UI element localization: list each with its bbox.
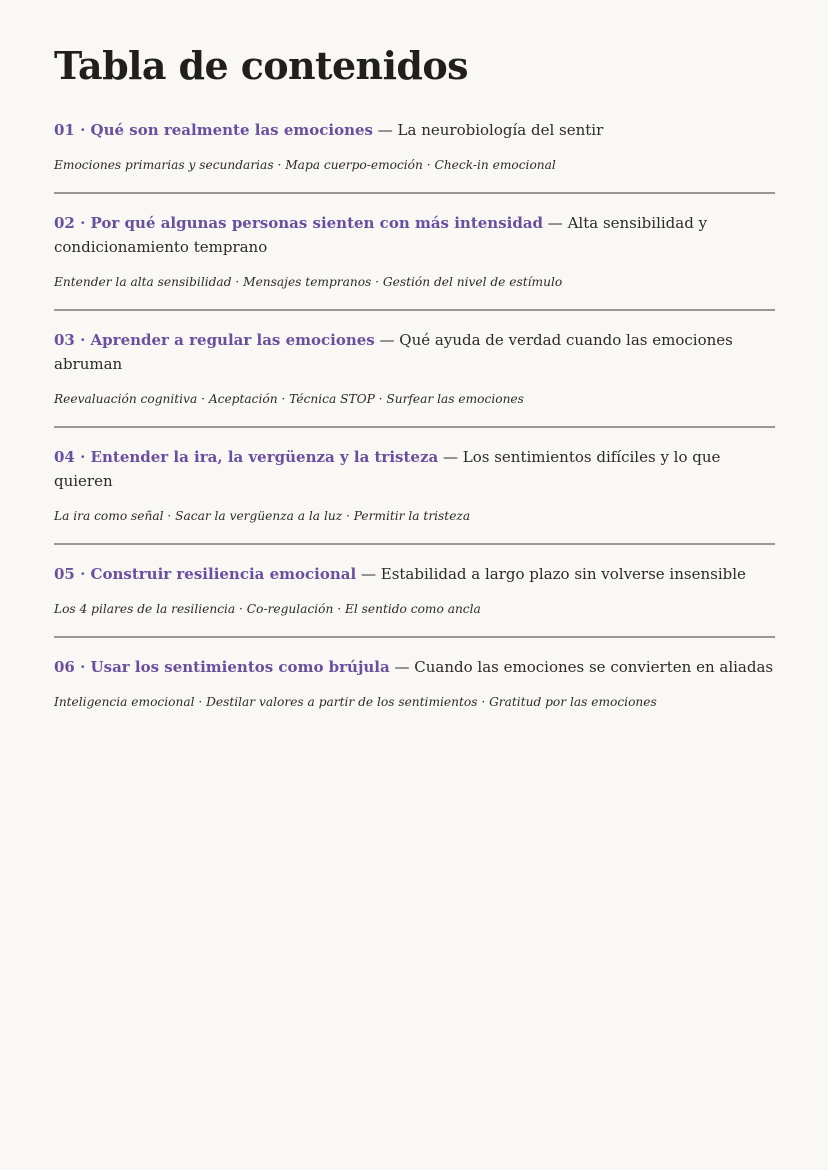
- page-title: Tabla de contenidos: [54, 43, 468, 88]
- chapter-topics: La ira como señal · Sacar la vergüenza a la luz · Permitir la tristeza: [54, 509, 471, 523]
- chapter-subtitle: Qué ayuda de verdad cuando las emociones abruman: [54, 331, 733, 373]
- dash-separator: —: [389, 658, 415, 676]
- divider: [54, 426, 775, 428]
- chapter-title[interactable]: Construir resiliencia emocional: [90, 565, 357, 583]
- chapter-subtitle: Alta sensibilidad y condicionamiento temprano: [54, 214, 708, 256]
- toc-entry-heading[interactable]: [54, 328, 774, 376]
- toc-entry-06[interactable]: [54, 655, 774, 711]
- separator-dot: ·: [74, 214, 91, 232]
- chapter-title[interactable]: Qué son realmente las emociones: [90, 121, 373, 139]
- table-of-contents: [54, 118, 774, 711]
- toc-entry-05[interactable]: [54, 562, 774, 618]
- chapter-topics: Reevaluación cognitiva · Aceptación · Técnica STOP · Surfear las emociones: [54, 392, 524, 406]
- toc-entry-heading[interactable]: [54, 211, 774, 259]
- dash-separator: —: [374, 331, 400, 349]
- toc-entry-heading[interactable]: [54, 655, 774, 679]
- dash-separator: —: [543, 214, 568, 232]
- chapter-number: 06: [54, 658, 75, 676]
- separator-dot: ·: [74, 565, 91, 583]
- chapter-number: 03: [54, 331, 75, 349]
- chapter-subtitle: Cuando las emociones se convierten en aliadas: [414, 658, 774, 676]
- chapter-number: 04: [54, 448, 75, 466]
- chapter-title[interactable]: Aprender a regular las emociones: [90, 331, 375, 349]
- chapter-title[interactable]: Por qué algunas personas sienten con más intensidad: [90, 214, 544, 232]
- toc-entry-03[interactable]: [54, 328, 774, 408]
- chapter-number: 05: [54, 565, 75, 583]
- toc-entry-heading[interactable]: [54, 562, 774, 586]
- toc-entry-04[interactable]: [54, 445, 774, 525]
- chapter-number: 01: [54, 121, 75, 139]
- dash-separator: —: [438, 448, 463, 466]
- separator-dot: ·: [74, 658, 91, 676]
- toc-entry-heading[interactable]: [54, 118, 774, 142]
- chapter-subtitle: La neurobiología del sentir: [397, 121, 604, 139]
- divider: [54, 636, 775, 638]
- chapter-number: 02: [54, 214, 75, 232]
- toc-entry-02[interactable]: [54, 211, 774, 291]
- divider: [54, 192, 775, 194]
- chapter-topics: Entender la alta sensibilidad · Mensajes tempranos · Gestión del nivel de estímulo: [54, 275, 563, 289]
- separator-dot: ·: [74, 331, 91, 349]
- dash-separator: —: [372, 121, 398, 139]
- separator-dot: ·: [74, 448, 91, 466]
- chapter-title[interactable]: Usar los sentimientos como brújula: [90, 658, 390, 676]
- chapter-subtitle: Estabilidad a largo plazo sin volverse insensible: [380, 565, 746, 583]
- chapter-topics: Inteligencia emocional · Destilar valores a partir de los sentimientos · Gratitud por las emociones: [54, 695, 657, 709]
- divider: [54, 543, 775, 545]
- dash-separator: —: [356, 565, 381, 583]
- toc-entry-01[interactable]: [54, 118, 774, 174]
- toc-entry-heading[interactable]: [54, 445, 774, 493]
- chapter-topics: Emociones primarias y secundarias · Mapa cuerpo-emoción · Check-in emocional: [54, 158, 556, 172]
- chapter-title[interactable]: Entender la ira, la vergüenza y la tristeza: [90, 448, 439, 466]
- chapter-topics: Los 4 pilares de la resiliencia · Co-regulación · El sentido como ancla: [54, 602, 481, 616]
- divider: [54, 309, 775, 311]
- chapter-subtitle: Los sentimientos difíciles y lo que quieren: [54, 448, 721, 490]
- separator-dot: ·: [74, 121, 91, 139]
